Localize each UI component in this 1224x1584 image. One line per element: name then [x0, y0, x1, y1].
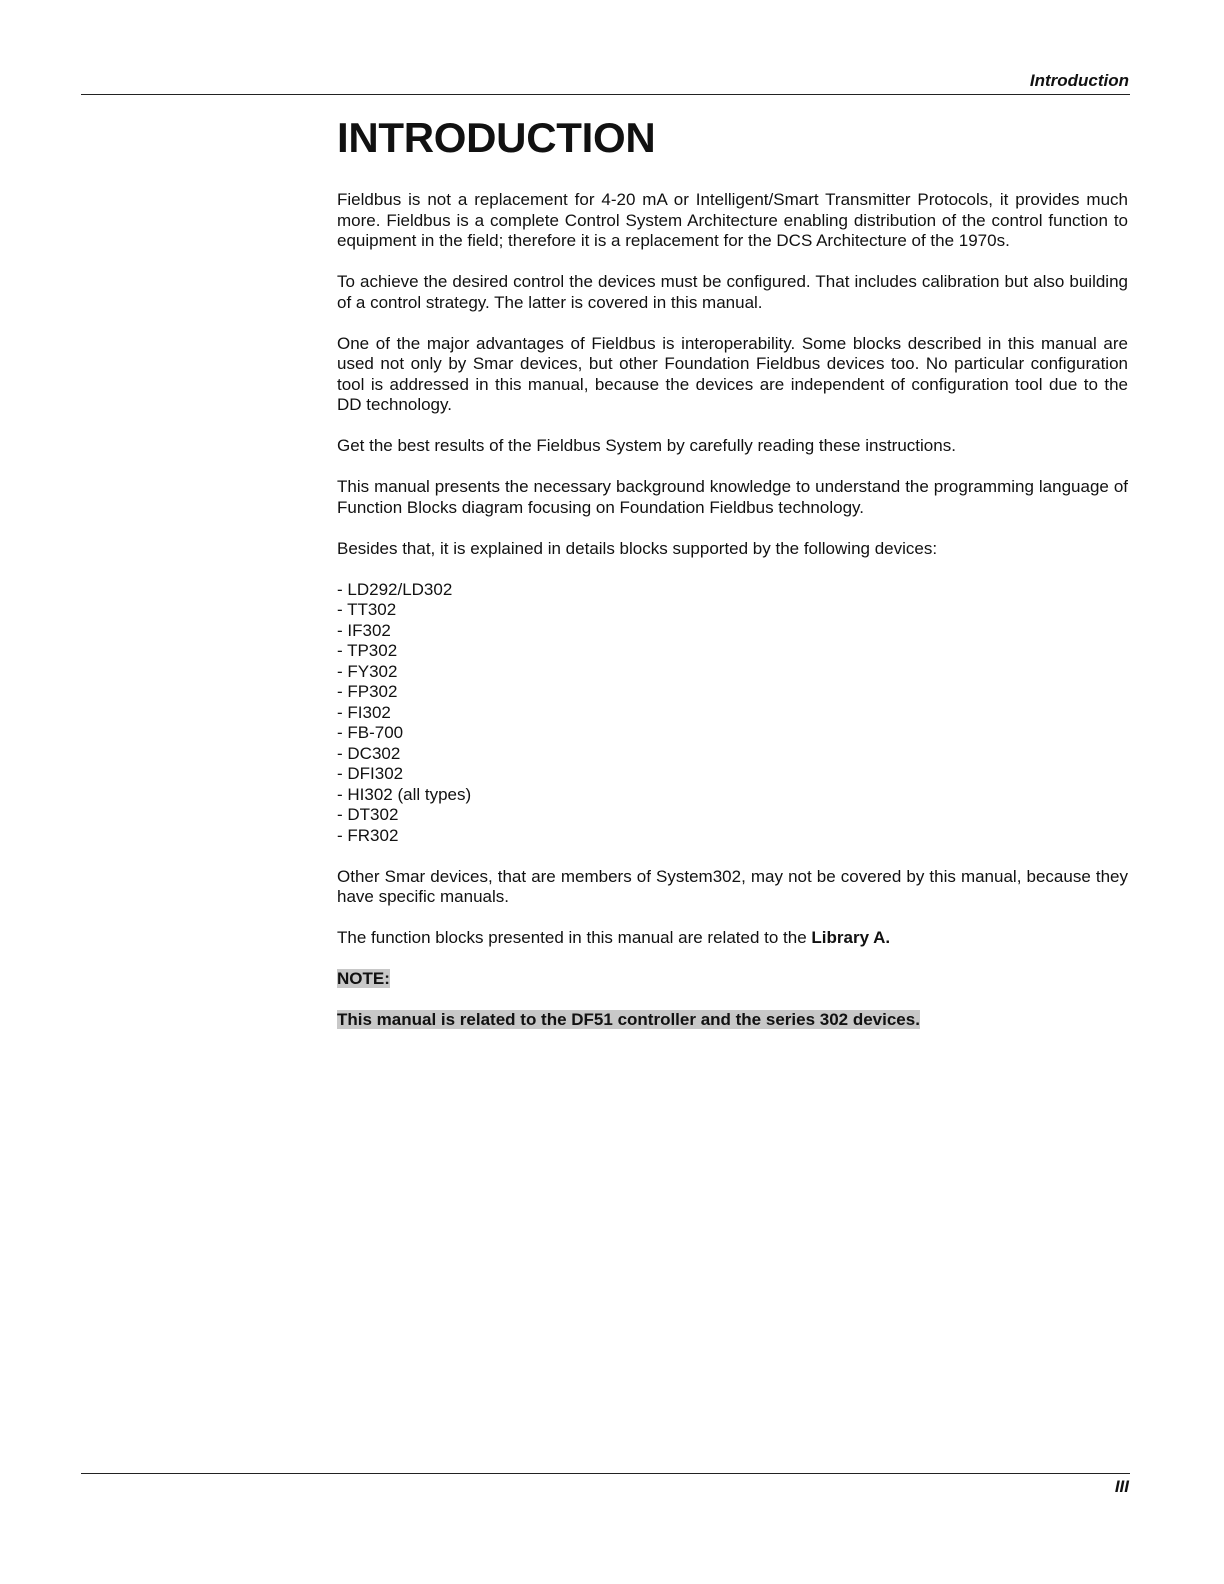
list-item: - FY302 [337, 661, 398, 681]
list-item: - IF302 [337, 620, 391, 640]
list-item: - FB-700 [337, 723, 404, 742]
list-item: - TT302 [337, 600, 397, 619]
note-text: This manual is related to the DF51 controller and the series 302 devices. [337, 1010, 920, 1029]
note-label: NOTE: [337, 969, 390, 988]
list-item: - TP302 [337, 641, 398, 660]
paragraph-background-knowledge: This manual presents the necessary background knowledge to understand the programming language of Function Blocks diagram focusing on Foundation Fieldbus technology. [337, 477, 1128, 517]
header-rule [81, 94, 1130, 95]
list-item: - DC302 [337, 743, 401, 763]
list-item: - DT302 [337, 805, 399, 824]
paragraph-library [337, 928, 1128, 949]
note-text-paragraph [337, 1010, 1128, 1031]
list-item: - FR302 [337, 825, 399, 845]
list-item: - FI302 [337, 702, 391, 722]
page-title: INTRODUCTION [337, 114, 656, 161]
main-content [337, 112, 1128, 1051]
list-item: - LD292/LD302 [337, 579, 453, 599]
running-header-title: Introduction [1029, 71, 1129, 90]
library-name: Library A. [811, 928, 891, 947]
paragraph-configuration: To achieve the desired control the devices must be configured. That includes calibration but also building of a control strategy. The latter is covered in this manual. [337, 272, 1128, 312]
list-item: - HI302 (all types) [337, 784, 472, 804]
paragraph-best-results: Get the best results of the Fieldbus System by carefully reading these instructions. [337, 436, 956, 455]
paragraph-fieldbus-overview: Fieldbus is not a replacement for 4-20 mA or Intelligent/Smart Transmitter Protocols, it provides much more. Fieldbus is a complete Control System Architecture enabling distribution of the control function to equipment in the field; therefore it is a replacement for the DCS Architecture of the 1970s. [337, 190, 1128, 250]
footer-rule [81, 1473, 1130, 1474]
list-item: - DFI302 [337, 764, 404, 783]
paragraph-interoperability: One of the major advantages of Fieldbus is interoperability. Some blocks described in this manual are used not only by Smar devices, but other Foundation Fieldbus devices too. No particular configuration tool is addressed in this manual, because the devices are independent of configuration tool due to the DD technology. [337, 333, 1128, 414]
list-item: - FP302 [337, 682, 398, 701]
paragraph-supported-devices-intro: Besides that, it is explained in details blocks supported by the following devices: [337, 538, 938, 558]
library-prefix-text: The function blocks presented in this manual are related to the [337, 928, 812, 947]
page-number: III [1114, 1477, 1129, 1496]
paragraph-other-devices: Other Smar devices, that are members of System302, may not be covered by this manual, because they have specific manuals. [337, 866, 1128, 906]
device-list [337, 580, 1128, 847]
note-label-paragraph [337, 969, 1128, 990]
